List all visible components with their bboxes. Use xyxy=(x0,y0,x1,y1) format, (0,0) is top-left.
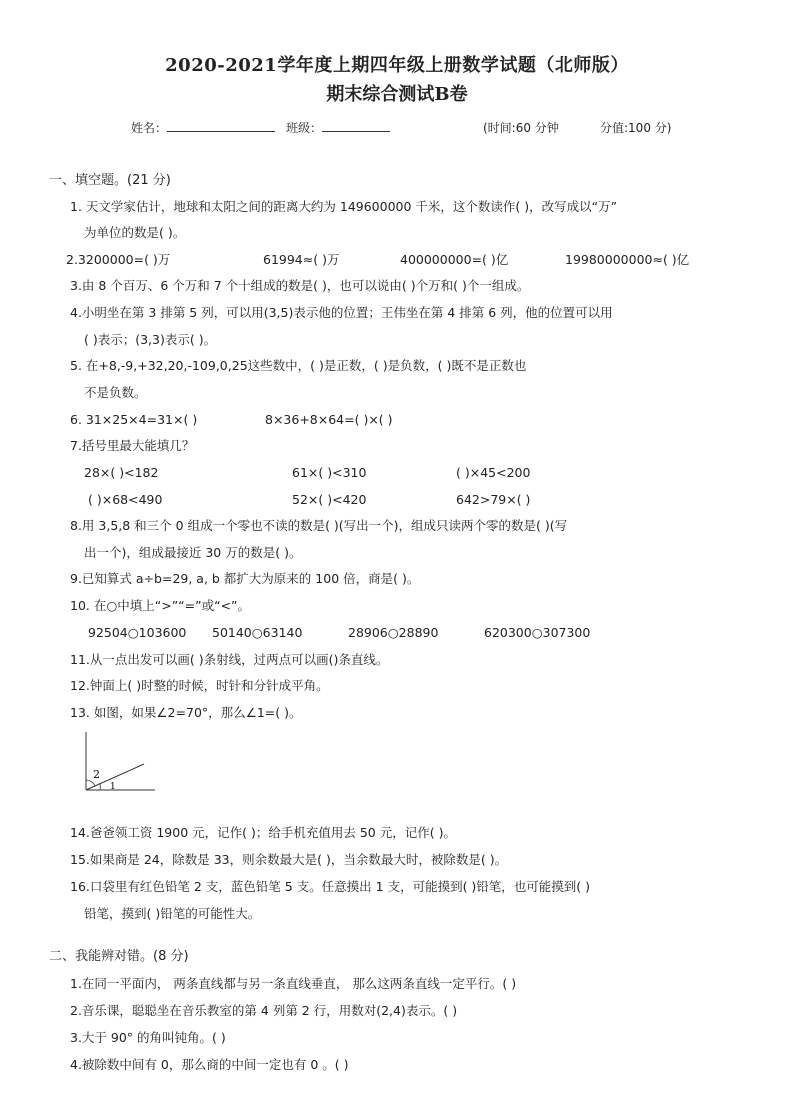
q7-e: 52×( )<420 xyxy=(292,492,367,507)
q3: 3.由 8 个百万、6 个万和 7 个十组成的数是( )，也可以说由( )个万和( )个一组成。 xyxy=(70,278,530,293)
q2-a: 2.3200000=( )万 xyxy=(66,252,171,267)
q4-line1: 4.小明坐在第 3 排第 5 列，可以用(3,5)表示他的位置；王伟坐在第 4 排第 6 列，他的位置可以用 xyxy=(70,305,613,320)
q1-line1: 1. 天文学家估计，地球和太阳之间的距离大约为 149600000 千米，这个数读作( )，改写成以“万” xyxy=(70,199,618,214)
angle-figure xyxy=(80,730,160,796)
q7-c: ( )×45<200 xyxy=(456,465,531,480)
tf3: 3.大于 90° 的角叫钝角。( ) xyxy=(70,1030,226,1045)
q10-d: 620300○307300 xyxy=(484,625,591,640)
tf2: 2.音乐课，聪聪坐在音乐教室的第 4 列第 2 行，用数对(2,4)表示。( ) xyxy=(70,1003,458,1018)
name-blank[interactable] xyxy=(167,119,275,132)
q11: 11.从一点出发可以画( )条射线，过两点可以画()条直线。 xyxy=(70,652,389,667)
q7-f: 642>79×( ) xyxy=(456,492,531,507)
score-info: 分值:100 分) xyxy=(600,121,672,135)
document-subtitle: 期末综合测试B卷 xyxy=(326,84,468,105)
q16-line1: 16.口袋里有红色铅笔 2 支，蓝色铅笔 5 支。任意摸出 1 支，可能摸到( )铅笔，也可能摸到( ) xyxy=(70,879,591,894)
time-info: (时间:60 分钟 xyxy=(483,121,559,135)
section2-heading: 二、我能辨对错。(8 分) xyxy=(49,949,189,964)
q14: 14.爸爸领工资 1900 元，记作( )；给手机充值用去 50 元，记作( )。 xyxy=(70,825,456,840)
q7-b: 61×( )<310 xyxy=(292,465,367,480)
q1-line2: 为单位的数是( )。 xyxy=(84,225,186,240)
q15: 15.如果商是 24，除数是 33，则余数最大是( )，当余数最大时，被除数是( )。 xyxy=(70,852,508,867)
q8-line1: 8.用 3,5,8 和三个 0 组成一个零也不读的数是( )(写出一个)，组成只读两个零的数是( )(写 xyxy=(70,518,568,533)
q16-line2: 铅笔，摸到( )铅笔的可能性大。 xyxy=(84,906,261,921)
q4-line2: ( )表示；(3,3)表示( )。 xyxy=(84,332,217,347)
q9: 9.已知算式 a÷b=29, a, b 都扩大为原来的 100 倍，商是( )。 xyxy=(70,571,420,586)
document-title: 2020-2021学年度上期四年级上册数学试题（北师版） xyxy=(165,55,629,76)
name-label: 姓名： xyxy=(131,121,168,135)
q7-heading: 7.括号里最大能填几？ xyxy=(70,438,195,453)
class-field xyxy=(286,119,390,136)
q7-a: 28×( )<182 xyxy=(84,465,159,480)
q13: 13. 如图，如果∠2=70°，那么∠1=( )。 xyxy=(70,705,302,720)
q10-b: 50140○63140 xyxy=(212,625,303,640)
q7-d: ( )×68<490 xyxy=(88,492,163,507)
q10-c: 28906○28890 xyxy=(348,625,439,640)
tf1: 1.在同一平面内， 两条直线都与另一条直线垂直， 那么这两条直线一定平行。( ) xyxy=(70,976,517,991)
q2-c: 400000000=( )亿 xyxy=(400,252,509,267)
q2-b: 61994≈( )万 xyxy=(263,252,340,267)
angle-2-label: 2 xyxy=(93,768,100,781)
q6-b: 8×36+8×64=( )×( ) xyxy=(265,412,393,427)
q5-line2: 不是负数。 xyxy=(84,385,147,400)
name-field xyxy=(131,119,275,136)
q8-line2: 出一个)，组成最接近 30 万的数是( )。 xyxy=(84,545,302,560)
tf4: 4.被除数中间有 0，那么商的中间一定也有 0 。( ) xyxy=(70,1057,349,1072)
q5-line1: 5. 在+8,-9,+32,20,-109,0,25这些数中，( )是正数，( )是负数，( )既不是正数也 xyxy=(70,358,527,373)
q10-heading: 10. 在○中填上“>”“=”或“<”。 xyxy=(70,598,251,613)
class-label: 班级： xyxy=(286,121,323,135)
q6-a: 6. 31×25×4=31×( ) xyxy=(70,412,198,427)
angle-1-label: 1 xyxy=(110,782,116,792)
q10-a: 92504○103600 xyxy=(88,625,187,640)
q2-d: 19980000000≈( )亿 xyxy=(565,252,690,267)
q12: 12.钟面上( )时整的时候，时针和分针成平角。 xyxy=(70,678,329,693)
section1-heading: 一、填空题。(21 分) xyxy=(49,173,171,188)
class-blank[interactable] xyxy=(322,119,390,132)
